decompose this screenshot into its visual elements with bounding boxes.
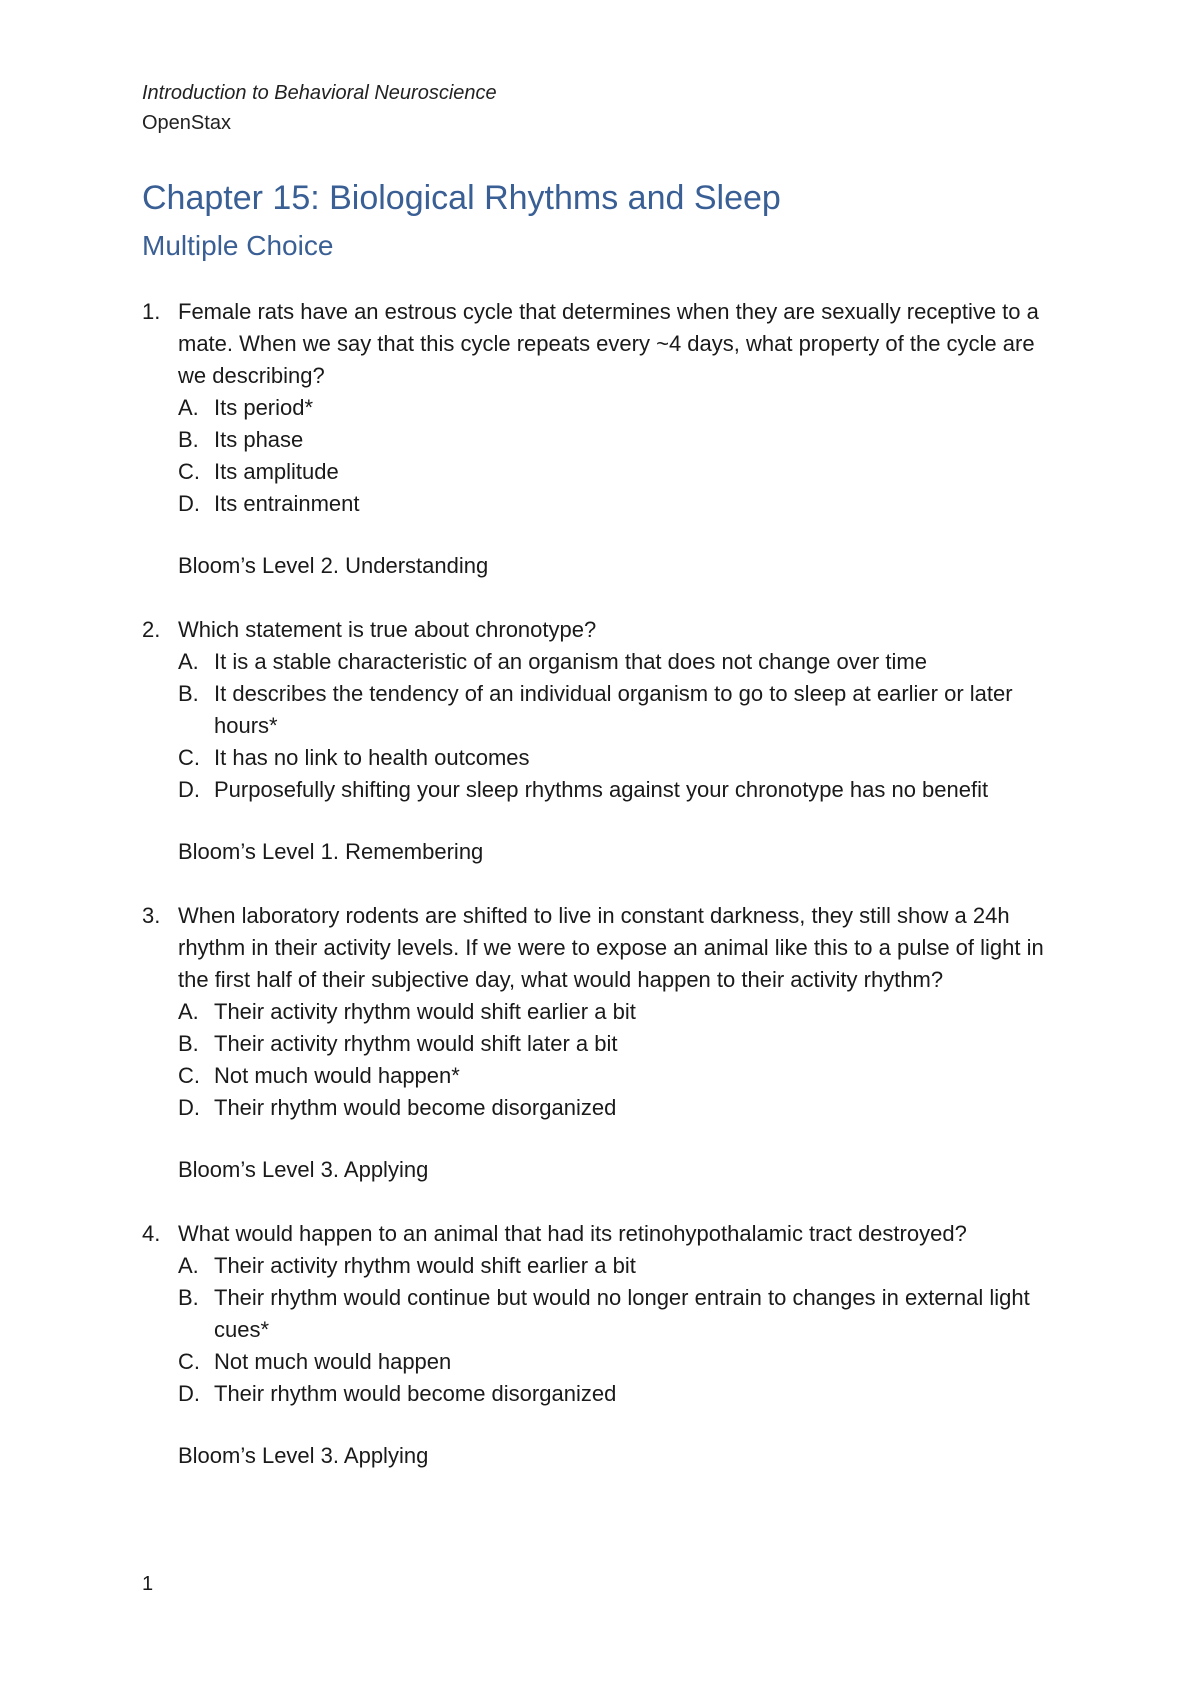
option-text: Not much would happen*	[214, 1063, 460, 1088]
option-letter: B.	[178, 427, 199, 452]
answer-option	[178, 392, 1062, 424]
option-letter: B.	[178, 1285, 199, 1310]
answer-option	[178, 996, 1062, 1028]
option-letter: A.	[178, 395, 199, 420]
bloom-level: Bloom’s Level 2. Understanding	[178, 553, 489, 578]
answer-option	[178, 424, 1062, 456]
bloom-level: Bloom’s Level 3. Applying	[178, 1443, 429, 1468]
option-text: Its entrainment	[214, 491, 360, 516]
bloom-level: Bloom’s Level 1. Remembering	[178, 839, 484, 864]
option-letter: C.	[178, 459, 200, 484]
answer-option	[178, 1250, 1062, 1282]
option-letter: D.	[178, 491, 200, 516]
option-text: Their rhythm would continue but would no longer entrain to changes in external light cues*	[214, 1285, 1030, 1342]
answer-option	[178, 1378, 1062, 1410]
option-letter: D.	[178, 1381, 200, 1406]
option-text: Their activity rhythm would shift earlier a bit	[214, 999, 636, 1024]
question-text: When laboratory rodents are shifted to live in constant darkness, they still show a 24h rhythm in their activity levels. If we were to expose an animal like this to a pulse of light in the first half of their subjective day, what would happen to their activity rhythm?	[178, 903, 1044, 992]
option-text: It describes the tendency of an individual organism to go to sleep at earlier or later hours*	[214, 681, 1013, 738]
question-number: 2.	[142, 617, 161, 642]
option-text: It has no link to health outcomes	[214, 745, 530, 770]
option-text: Its period*	[214, 395, 314, 420]
question-text: Which statement is true about chronotype?	[178, 617, 597, 642]
option-text: Their activity rhythm would shift later a bit	[214, 1031, 618, 1056]
option-letter: C.	[178, 1063, 200, 1088]
option-letter: C.	[178, 745, 200, 770]
question-4	[142, 1218, 1062, 1472]
answer-options	[178, 392, 1062, 520]
answer-option	[178, 1282, 1062, 1346]
question-3	[142, 900, 1062, 1186]
option-letter: B.	[178, 681, 199, 706]
option-text: Purposefully shifting your sleep rhythms against your chronotype has no benefit	[214, 777, 989, 802]
option-letter: B.	[178, 1031, 199, 1056]
publisher: OpenStax	[142, 112, 231, 134]
question-number: 3.	[142, 903, 161, 928]
answer-options	[178, 1250, 1062, 1410]
answer-option	[178, 456, 1062, 488]
answer-option	[178, 1060, 1062, 1092]
answer-options	[178, 646, 1062, 806]
question-text: What would happen to an animal that had its retinohypothalamic tract destroyed?	[178, 1221, 967, 1246]
option-text: It is a stable characteristic of an organism that does not change over time	[214, 649, 927, 674]
page-number: 1	[142, 1573, 154, 1595]
option-text: Not much would happen	[214, 1349, 452, 1374]
bloom-level: Bloom’s Level 3. Applying	[178, 1157, 429, 1182]
answer-option	[178, 646, 1062, 678]
option-letter: C.	[178, 1349, 200, 1374]
chapter-title: Chapter 15: Biological Rhythms and Sleep	[142, 179, 781, 217]
answer-option	[178, 1092, 1062, 1124]
section-title: Multiple Choice	[142, 230, 334, 261]
answer-option	[178, 774, 1062, 806]
question-2	[142, 614, 1062, 868]
option-text: Their rhythm would become disorganized	[214, 1381, 617, 1406]
option-letter: D.	[178, 777, 200, 802]
question-1	[142, 296, 1062, 582]
option-letter: A.	[178, 649, 199, 674]
answer-option	[178, 742, 1062, 774]
question-number: 4.	[142, 1221, 161, 1246]
answer-option	[178, 1346, 1062, 1378]
question-text: Female rats have an estrous cycle that determines when they are sexually receptive to a mate. When we say that this cycle repeats every ~4 days, what property of the cycle are we describing?	[178, 299, 1039, 388]
question-number: 1.	[142, 299, 161, 324]
option-text: Its phase	[214, 427, 304, 452]
option-letter: A.	[178, 1253, 199, 1278]
answer-option	[178, 1028, 1062, 1060]
option-text: Their activity rhythm would shift earlier a bit	[214, 1253, 636, 1278]
option-text: Its amplitude	[214, 459, 339, 484]
option-letter: A.	[178, 999, 199, 1024]
document-header	[142, 78, 497, 138]
book-title: Introduction to Behavioral Neuroscience	[142, 82, 497, 104]
option-letter: D.	[178, 1095, 200, 1120]
answer-option	[178, 488, 1062, 520]
option-text: Their rhythm would become disorganized	[214, 1095, 617, 1120]
question-list	[142, 296, 1062, 1504]
answer-option	[178, 678, 1062, 742]
answer-options	[178, 996, 1062, 1124]
